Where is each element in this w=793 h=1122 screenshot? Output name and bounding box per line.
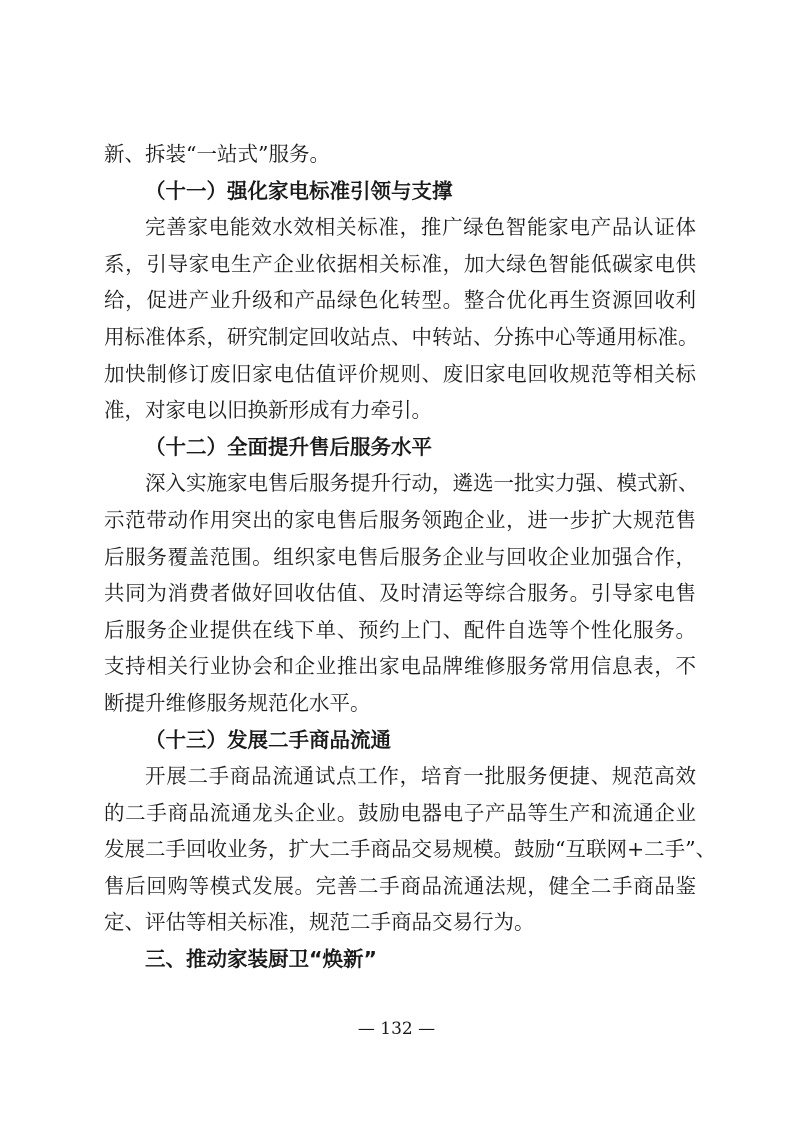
- paragraph-line: 深入实施家电售后服务提升行动，遴选一批实力强、模式新、: [145, 471, 699, 496]
- paragraph-line: 断提升维修服务规范化水平。: [104, 690, 371, 715]
- paragraph-line: 示范带动作用突出的家电售后服务领跑企业，进一步扩大规范售: [104, 507, 696, 532]
- paragraph-line: 支持相关行业协会和企业推出家电品牌维修服务常用信息表，不: [104, 654, 696, 679]
- paragraph-line: 用标准体系，研究制定回收站点、中转站、分拣中心等通用标准。: [104, 324, 699, 349]
- paragraph-line: 开展二手商品流通试点工作，培育一批服务便捷、规范高效: [145, 764, 696, 789]
- paragraph-line: 完善家电能效水效相关标准，推广绿色智能家电产品认证体: [145, 215, 696, 240]
- section-heading: 三、推动家装厨卫“焕新”: [145, 947, 377, 972]
- page-number: — 132 —: [357, 1019, 436, 1039]
- paragraph-line: 新、拆装“一站式”服务。: [104, 142, 330, 166]
- section-heading: （十三）发展二手商品流通: [145, 727, 391, 752]
- section-heading: （十二）全面提升售后服务水平: [145, 434, 432, 459]
- paragraph-line: 发展二手回收业务，扩大二手商品交易规模。鼓励“互联网+二手”、: [104, 837, 717, 862]
- paragraph-line: 后服务企业提供在线下单、预约上门、配件自选等个性化服务。: [104, 617, 696, 642]
- paragraph-line: 共同为消费者做好回收估值、及时清运等综合服务。引导家电售: [104, 581, 696, 606]
- paragraph-line: 售后回购等模式发展。完善二手商品流通法规，健全二手商品鉴: [104, 873, 696, 898]
- document-body: [104, 136, 717, 978]
- paragraph-line: 准，对家电以旧换新形成有力牵引。: [104, 398, 432, 423]
- paragraph-line: 定、评估等相关标准，规范二手商品交易行为。: [104, 910, 535, 935]
- paragraph-line: 后服务覆盖范围。组织家电售后服务企业与回收企业加强合作，: [104, 544, 696, 569]
- paragraph-line: 给，促进产业升级和产品绿色化转型。整合优化再生资源回收利: [104, 288, 696, 313]
- paragraph-line: 系，引导家电生产企业依据相关标准，加大绿色智能低碳家电供: [104, 251, 696, 276]
- paragraph-line: 加快制修订废旧家电估值评价规则、废旧家电回收规范等相关标: [104, 361, 696, 386]
- paragraph-line: 的二手商品流通龙头企业。鼓励电器电子产品等生产和流通企业: [104, 800, 696, 825]
- section-heading: （十一）强化家电标准引领与支撑: [145, 178, 453, 203]
